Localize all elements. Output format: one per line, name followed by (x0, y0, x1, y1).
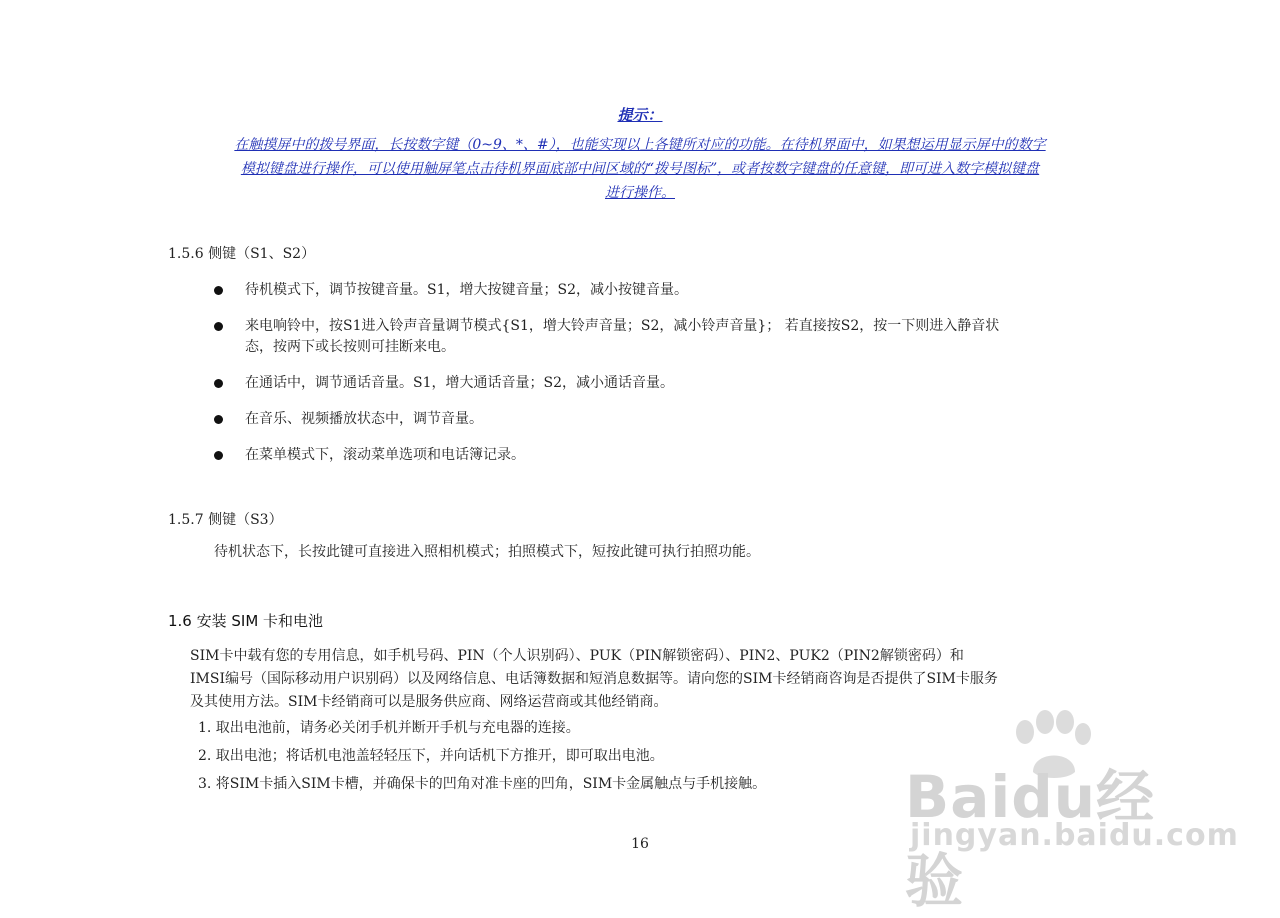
bullet-item: 来电响铃中，按S1进入铃声音量调节模式{S1，增大铃声音量；S2，减小铃声音量}； 若直接按S2，按一下则进入静音状 态，按两下或长按则可挂断来电。 (212, 316, 1122, 358)
bullet-dot-icon (214, 286, 223, 295)
baidu-watermark (905, 710, 1239, 915)
tip-title: 提示： (617, 106, 663, 124)
bullet-dot-icon (214, 322, 223, 331)
bullet-item: 待机模式下，调节按键音量。S1，增大按键音量；S2，减小按键音量。 (212, 280, 1122, 301)
tip-text (160, 133, 1120, 205)
bullet-item: 在音乐、视频播放状态中，调节音量。 (212, 409, 1122, 430)
tip-line: 模拟键盘进行操作，可以使用触屏笔点击待机界面底部中间区域的“拨号图标”，或者按数字键盘的任意键，即可进入数字模拟键盘 (240, 161, 1040, 177)
watermark-logo: Baidu经验 (905, 763, 1156, 915)
tip-line: 进行操作。 (605, 185, 675, 201)
section-1-6-heading: 1.6 安装 SIM 卡和电池 (168, 612, 324, 630)
bullet-dot-icon (214, 451, 223, 460)
bullet-item: 在菜单模式下，滚动菜单选项和电话簿记录。 (212, 445, 1122, 466)
watermark-url: jingyan.baidu.com (910, 818, 1239, 853)
page-number: 16 (631, 836, 649, 852)
step-item: 1. 取出电池前，请务必关闭手机并断开手机与充电器的连接。 (198, 720, 580, 736)
section-1-5-7-text: 待机状态下，长按此键可直接进入照相机模式；拍照模式下，短按此键可执行拍照功能。 (214, 544, 760, 560)
bullet-item: 在通话中，调节通话音量。S1，增大通话音量；S2，减小通话音量。 (212, 373, 1122, 394)
step-item: 3. 将SIM卡插入SIM卡槽，并确保卡的凹角对准卡座的凹角，SIM卡金属触点与手机接触。 (198, 776, 767, 792)
bullet-dot-icon (214, 379, 223, 388)
section-1-6-intro: SIM卡中载有您的专用信息，如手机号码、PIN（个人识别码）、PUK（PIN解锁密码）、PIN2、PUK2（PIN2解锁密码）和 IMSI编号（国际移动用户识别码）以及网络信息、电话簿数据和短消息数据等。请向您的SIM卡经销商咨询是否提供了SIM卡服务 及其使用方法。SIM卡经销商可以是服务供应商、网络运营商或其他经销商。 (190, 648, 998, 710)
bullet-dot-icon (214, 415, 223, 424)
section-1-5-6-heading: 1.5.6 侧键（S1、S2） (168, 246, 316, 262)
section-1-5-7-heading: 1.5.7 侧键（S3） (168, 512, 283, 528)
step-item: 2. 取出电池；将话机电池盖轻轻压下，并向话机下方推开，即可取出电池。 (198, 748, 664, 764)
tip-line: 在触摸屏中的拨号界面，长按数字键（0~9、*、#），也能实现以上各键所对应的功能。在待机界面中，如果想运用显示屏中的数字 (234, 137, 1046, 153)
tip-box (160, 104, 1120, 205)
